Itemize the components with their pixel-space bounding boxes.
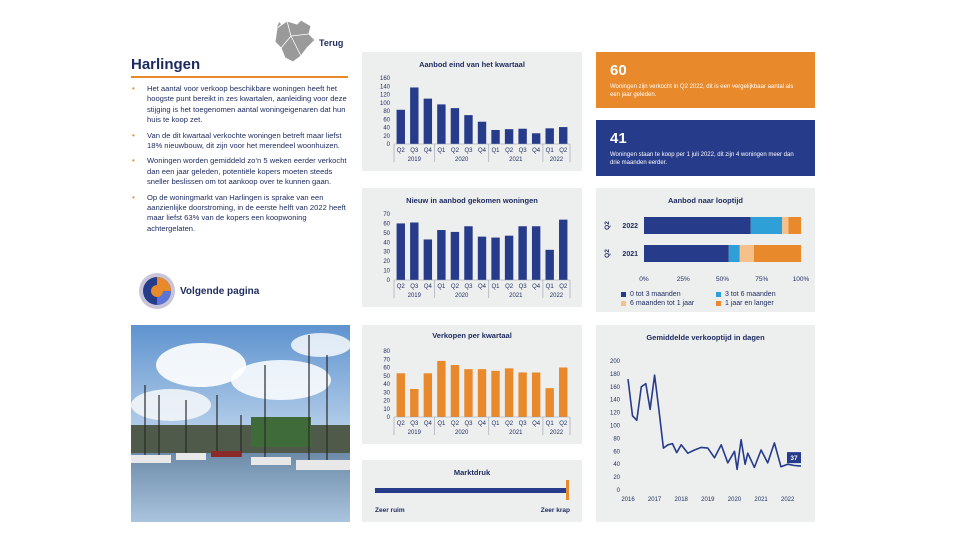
y-tick-label: 200 — [609, 359, 620, 365]
stacked-bar-segment — [754, 245, 801, 262]
legend-item: 1 jaar en langer — [716, 300, 774, 307]
stacked-bar-segment — [751, 217, 782, 234]
province-map-icon — [271, 18, 321, 66]
y-tick-label: 20 — [383, 133, 390, 140]
x-tick-label: Q1 — [437, 284, 446, 290]
y-tick-label: 160 — [609, 384, 620, 391]
bar — [437, 104, 445, 144]
x-tick-label: Q1 — [491, 284, 500, 290]
kpi-text: Woningen zijn verkocht in Q2 2022, dit is een vergelijkbaar aantal als een jaar geleden. — [610, 84, 794, 98]
legend-item: 3 tot 6 maanden — [716, 291, 776, 298]
next-page-label[interactable]: Volgende pagina — [180, 286, 260, 297]
bar — [410, 389, 418, 417]
bar — [545, 128, 553, 144]
x-tick-label: Q4 — [477, 421, 487, 427]
bullet-list — [131, 84, 353, 239]
kpi-value: 60 — [610, 62, 627, 79]
x-tick-label: Q3 — [464, 284, 473, 290]
chart-nieuw-aanbod — [362, 188, 582, 307]
chart-panel-verkooptijd — [596, 325, 815, 522]
bar — [437, 361, 445, 417]
kpi-te-koop — [596, 120, 815, 176]
x-tick-label: Q3 — [464, 421, 473, 427]
x-tick-label: 75% — [755, 276, 769, 283]
chart-title: Marktdruk — [453, 468, 491, 477]
group-label: 2019 — [407, 430, 421, 436]
bar — [491, 371, 499, 417]
bullet-icon: • — [132, 130, 135, 140]
group-label: 2022 — [549, 293, 564, 299]
row-quarter-label: Q2 — [604, 249, 611, 258]
x-tick-label: Q3 — [518, 421, 527, 427]
x-tick-label: Q1 — [437, 421, 446, 427]
y-tick-label: 80 — [383, 109, 390, 115]
x-tick-label: Q2 — [559, 421, 568, 427]
chart-title: Aanbod naar looptijd — [668, 196, 743, 205]
bar — [545, 388, 553, 417]
y-tick-label: 40 — [613, 462, 620, 469]
stacked-bar-segment — [788, 217, 801, 234]
kpi-value: 41 — [610, 130, 627, 147]
y-tick-label: 70 — [383, 357, 390, 364]
x-tick-label: Q4 — [423, 148, 432, 154]
list-item: • Van de dit kwartaal verkochte woningen betreft maar liefst 18% nieuwbouw, dit zijn voor het merendeel woonhuizen. — [132, 130, 342, 151]
bar — [397, 223, 405, 280]
chart-title: Gemiddelde verkooptijd in dagen — [646, 333, 765, 342]
bar — [397, 373, 405, 417]
x-tick-label: Q1 — [491, 148, 500, 154]
x-tick-label: Q4 — [477, 284, 487, 290]
x-tick-label: Q4 — [423, 421, 432, 427]
x-tick-label: Q2 — [505, 148, 514, 154]
end-value-label: 37 — [790, 455, 798, 463]
y-tick-label: 0 — [616, 488, 620, 494]
stacked-bar-segment — [740, 245, 754, 262]
stacked-bar-segment — [644, 245, 729, 262]
bar — [451, 232, 459, 280]
list-item: • Het aantal voor verkoop beschikbare woningen heeft het hoogste punt bereikt in zes kwartalen, aanleiding voor deze stijging is het toegenomen aantal woningeigenaren dat hun huis te koop zet. — [132, 84, 347, 125]
y-tick-label: 40 — [383, 382, 390, 388]
x-tick-label: Q2 — [559, 284, 568, 290]
chart-title: Aanbod eind van het kwartaal — [419, 60, 525, 69]
list-item: • Op de woningmarkt van Harlingen is sprake van een aanzienlijke doorstroming, in de eerste helft van 2022 heeft maar liefst 63% van de kopers een koopwoning achtergelaten. — [132, 192, 346, 233]
y-tick-label: 180 — [609, 371, 620, 378]
y-tick-label: 20 — [383, 398, 390, 405]
group-label: 2020 — [455, 157, 469, 163]
y-tick-label: 80 — [613, 436, 620, 443]
y-tick-label: 40 — [383, 125, 390, 132]
x-tick-label: Q4 — [477, 148, 487, 154]
y-tick-label: 60 — [613, 449, 620, 456]
bar — [505, 368, 513, 417]
bar — [478, 369, 486, 417]
harbour-photo — [131, 325, 350, 522]
x-tick-label: Q3 — [518, 284, 527, 290]
x-tick-label: Q2 — [396, 284, 405, 290]
bar — [464, 115, 472, 144]
group-label: 2021 — [509, 293, 523, 299]
gauge-low-label: Zeer ruim — [375, 507, 405, 514]
x-tick-label: Q2 — [450, 421, 459, 427]
y-tick-label: 60 — [383, 117, 390, 124]
bar — [410, 87, 418, 144]
x-tick-label: Q2 — [450, 284, 459, 290]
pie-icon — [138, 272, 176, 310]
group-label: 2022 — [549, 430, 564, 436]
x-tick-label: 0% — [639, 276, 649, 283]
legend-item: 0 tot 3 maanden — [621, 291, 681, 298]
bar — [505, 129, 513, 144]
x-tick-label: 50% — [715, 276, 730, 283]
chart-panel-looptijd — [596, 188, 815, 312]
bar — [464, 369, 472, 417]
x-tick-label: Q2 — [450, 148, 459, 154]
bar — [451, 108, 459, 144]
bar — [532, 226, 540, 280]
x-tick-label: Q3 — [464, 148, 473, 154]
y-tick-label: 100 — [379, 100, 390, 107]
x-tick-label: Q4 — [423, 284, 432, 290]
x-tick-label: Q1 — [545, 421, 554, 427]
group-label: 2022 — [549, 157, 564, 163]
x-tick-label: 2018 — [674, 497, 688, 503]
bar — [478, 237, 486, 280]
bar — [424, 373, 432, 417]
x-tick-label: Q2 — [396, 148, 405, 154]
x-tick-label: Q1 — [545, 284, 554, 290]
kpi-text: Woningen staan te koop per 1 juli 2022, dit zijn 4 woningen meer dan drie maanden eerder. — [610, 152, 794, 166]
x-tick-label: Q3 — [410, 284, 419, 290]
chart-verkooptijd — [596, 325, 815, 522]
bar — [397, 110, 405, 144]
y-tick-label: 140 — [609, 397, 620, 404]
x-tick-label: 2020 — [727, 497, 742, 503]
bar — [505, 236, 513, 280]
y-tick-label: 120 — [379, 92, 390, 99]
x-tick-label: Q3 — [518, 148, 527, 154]
x-tick-label: Q1 — [545, 148, 554, 154]
bar — [464, 226, 472, 280]
x-tick-label: Q1 — [491, 421, 500, 427]
y-tick-label: 160 — [379, 76, 390, 82]
bar — [437, 230, 445, 280]
y-tick-label: 20 — [613, 475, 620, 482]
y-tick-label: 0 — [386, 142, 390, 148]
bar — [424, 239, 432, 280]
y-tick-label: 60 — [383, 365, 390, 372]
list-item: • Woningen worden gemiddeld zo’n 5 weken eerder verkocht dan een jaar geleden, potentiële kopers moeten steeds sneller beslissen om tot aankoop over te kunnen gaan. — [132, 156, 347, 187]
bar — [410, 222, 418, 280]
y-tick-label: 80 — [383, 349, 390, 355]
bar — [559, 220, 567, 280]
bullet-icon: • — [132, 192, 135, 202]
y-tick-label: 120 — [609, 410, 620, 417]
y-tick-label: 10 — [383, 406, 390, 413]
page-title: Harlingen — [131, 56, 201, 73]
x-tick-label: Q2 — [505, 421, 514, 427]
y-tick-label: 50 — [383, 230, 390, 237]
x-tick-label: Q2 — [559, 148, 568, 154]
bar — [518, 372, 526, 417]
bar — [559, 368, 567, 418]
back-link[interactable]: Terug — [319, 38, 344, 48]
legend-swatch — [621, 292, 626, 297]
bar — [491, 238, 499, 280]
chart-title: Nieuw in aanbod gekomen woningen — [406, 196, 538, 205]
bar — [518, 226, 526, 280]
legend-item: 6 maanden tot 1 jaar — [621, 300, 694, 307]
y-tick-label: 0 — [386, 415, 390, 421]
group-label: 2019 — [407, 157, 421, 163]
bar — [518, 129, 526, 144]
series-line — [628, 375, 801, 469]
title-underline — [131, 76, 348, 78]
y-tick-label: 100 — [609, 423, 620, 430]
y-tick-label: 30 — [383, 249, 390, 256]
x-tick-label: 100% — [792, 276, 810, 283]
chart-verkopen — [362, 325, 582, 444]
y-tick-label: 30 — [383, 390, 390, 397]
x-tick-label: 2017 — [647, 497, 662, 503]
next-page-button[interactable] — [138, 272, 288, 310]
bullet-icon: • — [132, 84, 135, 93]
y-tick-label: 140 — [379, 84, 390, 91]
stacked-bar-segment — [729, 245, 740, 262]
chart-title: Verkopen per kwartaal — [432, 331, 512, 340]
x-tick-label: 2022 — [781, 497, 795, 503]
group-label: 2021 — [509, 157, 523, 163]
bar — [545, 250, 553, 280]
gauge-track — [375, 488, 570, 493]
x-tick-label: Q1 — [437, 148, 446, 154]
row-label: 2021 — [622, 251, 638, 258]
x-tick-label: Q4 — [532, 421, 541, 427]
x-tick-label: Q2 — [505, 284, 514, 290]
gauge-high-label: Zeer krap — [540, 507, 570, 514]
stacked-bar-segment — [644, 217, 751, 234]
legend-swatch — [716, 292, 721, 297]
x-tick-label: 25% — [676, 276, 690, 283]
bullet-icon: • — [132, 156, 135, 166]
group-label: 2020 — [455, 293, 469, 299]
stacked-bar-segment — [782, 217, 788, 234]
gauge-marker — [566, 480, 569, 500]
back-nav[interactable] — [271, 18, 361, 68]
y-tick-label: 20 — [383, 259, 390, 266]
y-tick-label: 70 — [383, 212, 390, 218]
bar — [451, 365, 459, 417]
chart-panel-aanbod — [362, 52, 582, 171]
x-tick-label: Q3 — [410, 148, 419, 154]
bar — [424, 99, 432, 144]
bar — [532, 133, 540, 144]
y-tick-label: 60 — [383, 221, 390, 228]
bar — [559, 127, 567, 144]
y-tick-label: 40 — [383, 240, 390, 247]
chart-panel-nieuw-aanbod — [362, 188, 582, 307]
x-tick-label: 2021 — [754, 497, 768, 503]
x-tick-label: Q4 — [532, 148, 541, 154]
gauge-fill — [375, 488, 567, 493]
legend-swatch — [621, 301, 626, 306]
y-tick-label: 0 — [386, 278, 390, 284]
bar — [491, 130, 499, 144]
y-tick-label: 50 — [383, 373, 390, 380]
group-label: 2019 — [407, 293, 421, 299]
x-tick-label: 2016 — [621, 497, 635, 503]
x-tick-label: 2019 — [701, 497, 715, 503]
kpi-verkocht — [596, 52, 815, 108]
legend-swatch — [716, 301, 721, 306]
x-tick-label: Q2 — [396, 421, 405, 427]
row-label: 2022 — [622, 223, 638, 230]
marktdruk-panel — [362, 460, 582, 522]
bar — [532, 372, 540, 417]
row-quarter-label: Q2 — [604, 221, 611, 230]
group-label: 2021 — [509, 430, 523, 436]
bar — [478, 122, 486, 144]
chart-panel-verkopen — [362, 325, 582, 444]
x-tick-label: Q3 — [410, 421, 419, 427]
y-tick-label: 10 — [383, 268, 390, 275]
x-tick-label: Q4 — [532, 284, 541, 290]
chart-aanbod — [362, 52, 582, 171]
group-label: 2020 — [455, 430, 469, 436]
